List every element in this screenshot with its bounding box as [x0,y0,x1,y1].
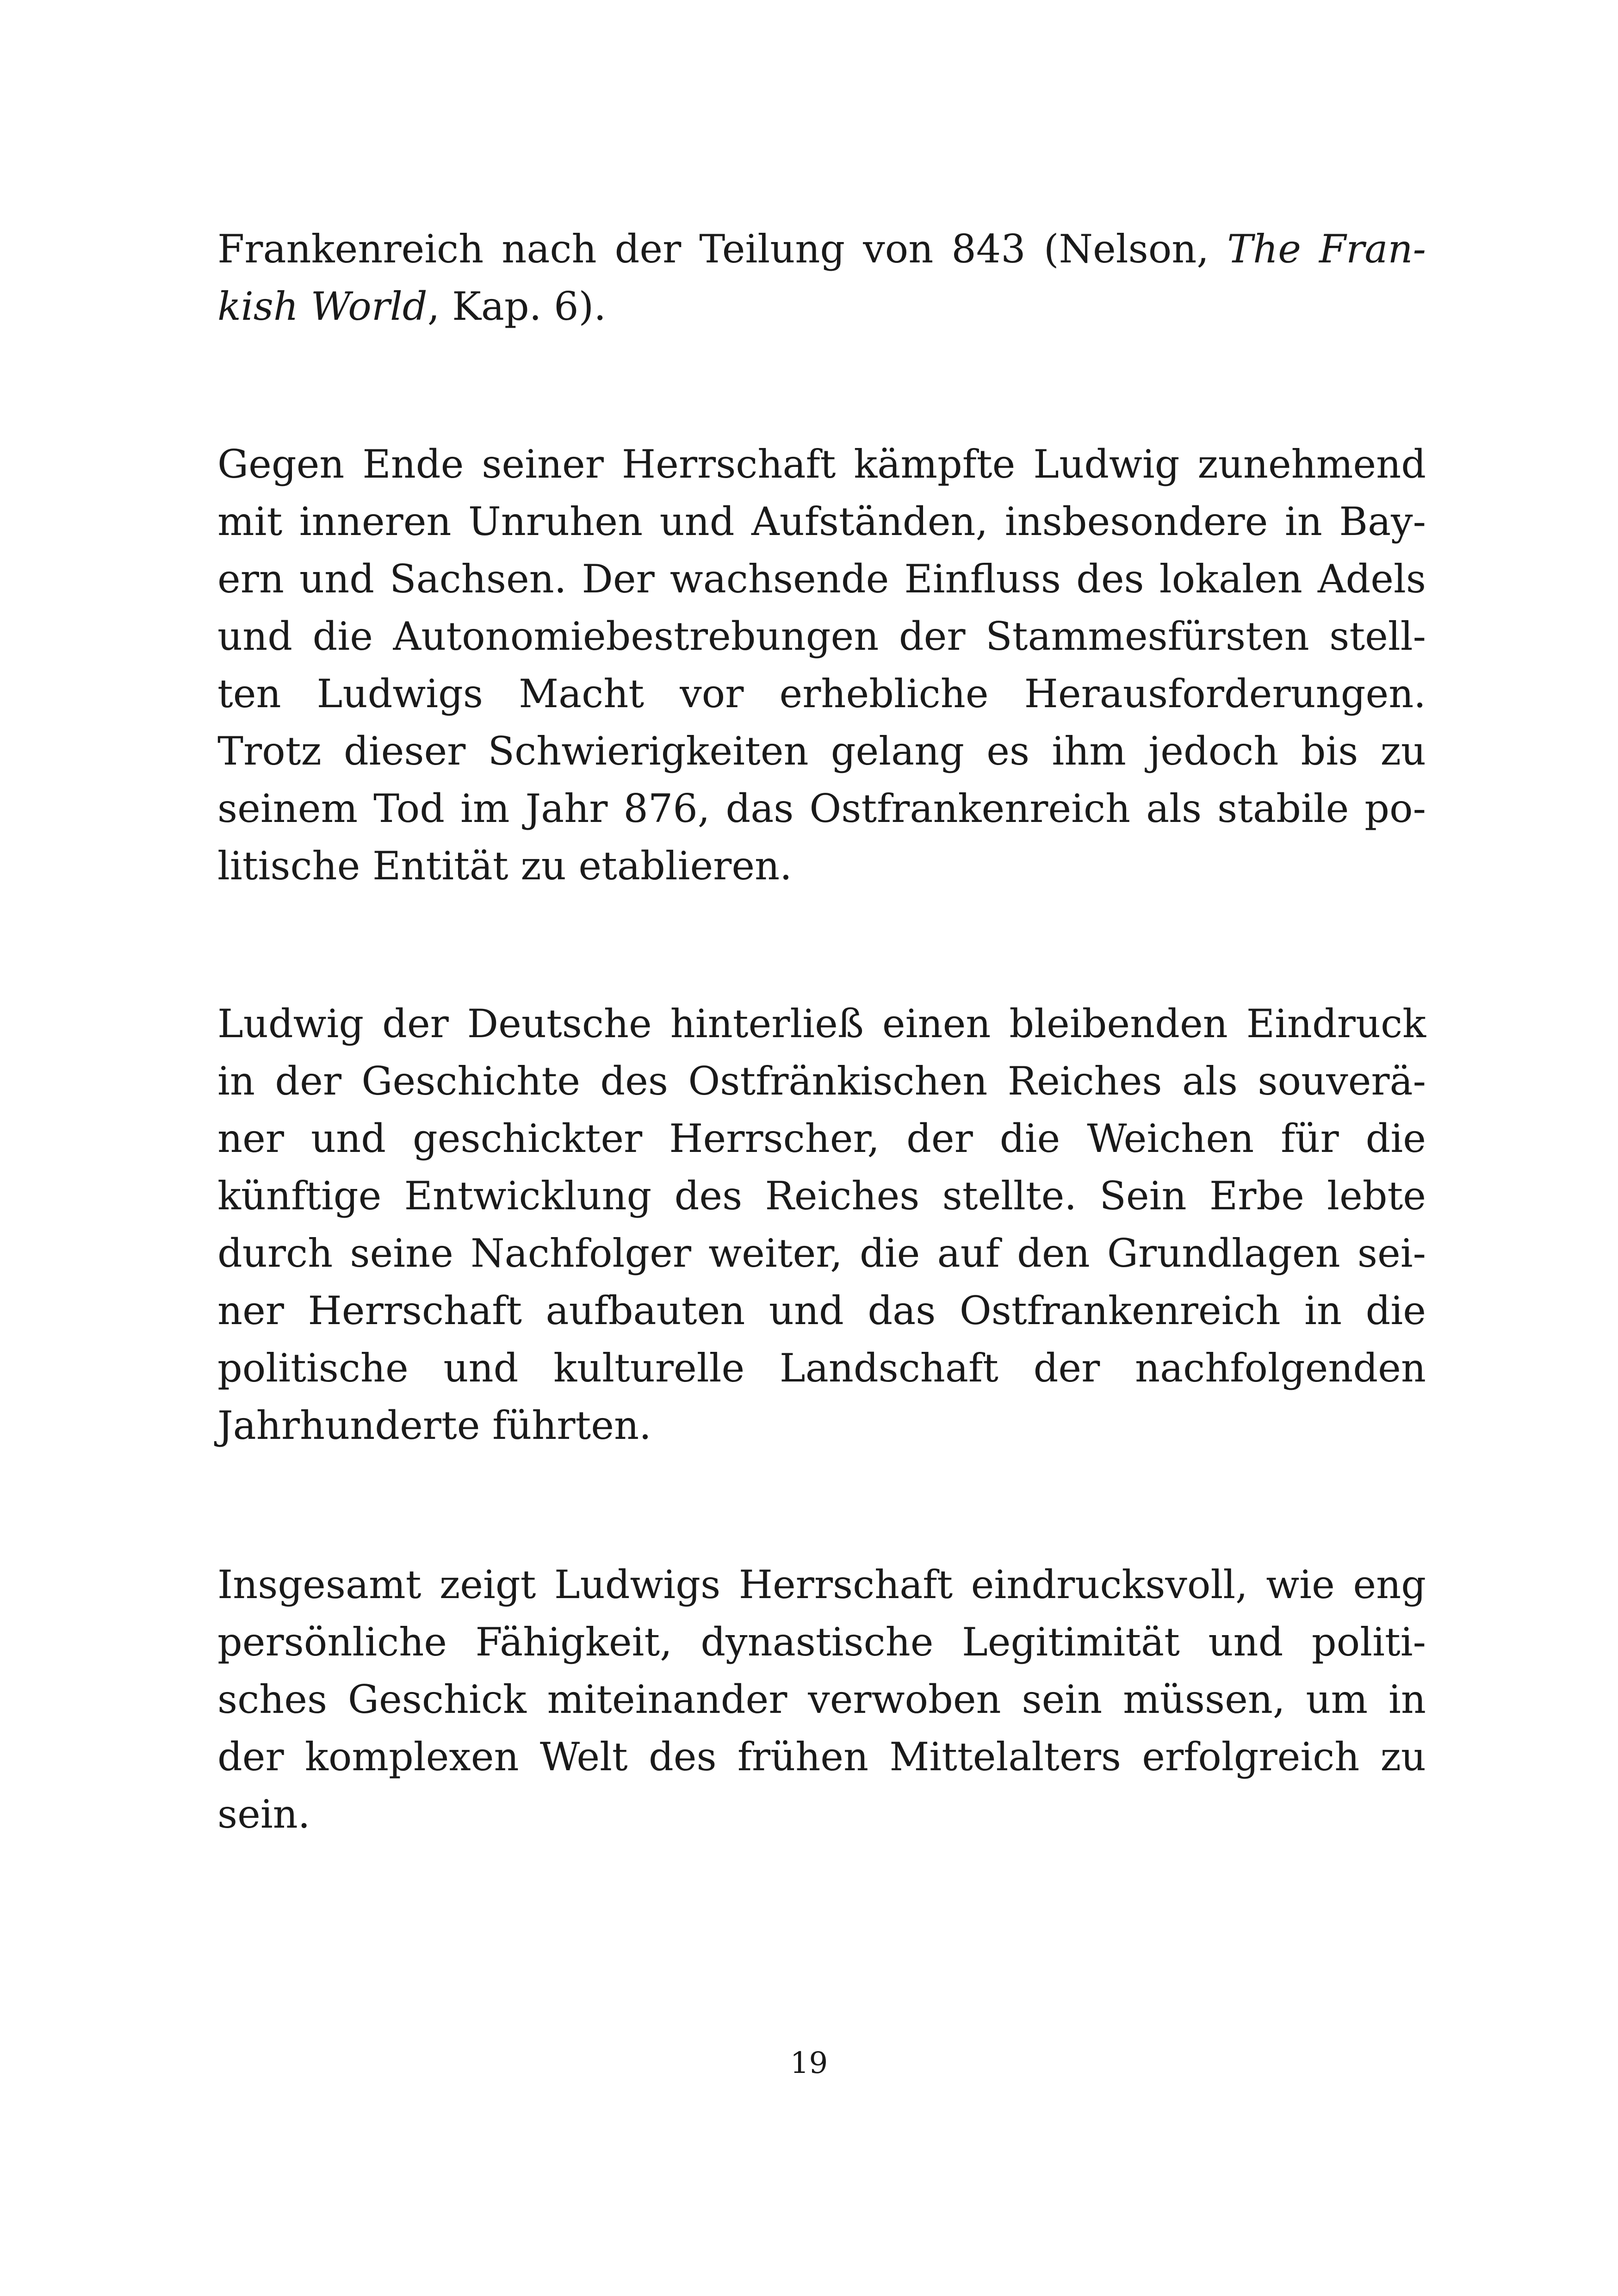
text-run: litische Entität zu etablieren. [217,843,792,889]
text-line [217,278,1426,335]
text-run: politische und kulturelle Landschaft der nachfolgenden [217,1345,1426,1391]
text-line [217,1052,1426,1110]
text-line [217,1556,1426,1613]
text-run: ner und geschickter Herrscher, der die Weichen für die [217,1116,1426,1161]
text-line [217,1786,1426,1843]
text-line [217,550,1426,608]
text-line [217,665,1426,722]
text-run: persönliche Fähigkeit, dynastische Legitimität und politi- [217,1619,1426,1665]
text-run: Jahrhunderte führten. [217,1403,651,1448]
text-run: der komplexen Welt des frühen Mittelalters erfolgreich zu [217,1734,1426,1780]
text-line [217,1225,1426,1282]
text-run: und die Autonomiebestrebungen der Stammesfürsten stell- [217,614,1426,659]
paragraph-3 [217,995,1426,1454]
text-run: seinem Tod im Jahr 876, das Ostfrankenreich als stabile po- [217,786,1426,831]
paragraph-1 [217,220,1426,335]
text-run: künftige Entwicklung des Reiches stellte. Sein Erbe lebte [217,1173,1426,1219]
text-run: Insgesamt zeigt Ludwigs Herrschaft eindrucksvoll, wie eng [217,1562,1426,1607]
text-line [217,220,1426,278]
text-run: mit inneren Unruhen und Aufständen, insbesondere in Bay- [217,499,1426,544]
paragraph-4 [217,1556,1426,1843]
text-line [217,1613,1426,1671]
text-run: durch seine Nachfolger weiter, die auf den Grundlagen sei- [217,1231,1426,1276]
text-line [217,780,1426,837]
page-number: 19 [790,2046,828,2080]
text-run: sein. [217,1792,310,1837]
text-line [217,1282,1426,1339]
text-line [217,1397,1426,1454]
text-run: ner Herrschaft aufbauten und das Ostfrankenreich in die [217,1288,1426,1333]
text-run: Ludwig der Deutsche hinterließ einen bleibenden Eindruck [217,1001,1426,1046]
text-line [217,1671,1426,1728]
text-line [217,995,1426,1052]
text-run: , Kap. 6). [427,284,607,329]
text-run: ern und Sachsen. Der wachsende Einfluss des lokalen Adels [217,556,1426,602]
italic-title: The Fran- [1227,226,1426,272]
text-line [217,722,1426,780]
text-line [217,1167,1426,1225]
text-line [217,1339,1426,1397]
text-line [217,837,1426,895]
paragraph-2 [217,436,1426,895]
text-line [217,1728,1426,1786]
text-run: Trotz dieser Schwierigkeiten gelang es ihm jedoch bis zu [217,728,1426,774]
text-run: Frankenreich nach der Teilung von 843 (Nelson, [217,226,1227,272]
text-run: Gegen Ende seiner Herrschaft kämpfte Ludwig zunehmend [217,442,1426,487]
text-line [217,608,1426,665]
text-line [217,436,1426,493]
text-line [217,1110,1426,1167]
text-run: sches Geschick miteinander verwoben sein müssen, um in [217,1677,1426,1722]
text-run: in der Geschichte des Ostfränkischen Reiches als souverä- [217,1058,1426,1104]
italic-title: kish World [217,284,428,329]
text-run: ten Ludwigs Macht vor erhebliche Herausforderungen. [217,671,1426,716]
text-line [217,493,1426,550]
